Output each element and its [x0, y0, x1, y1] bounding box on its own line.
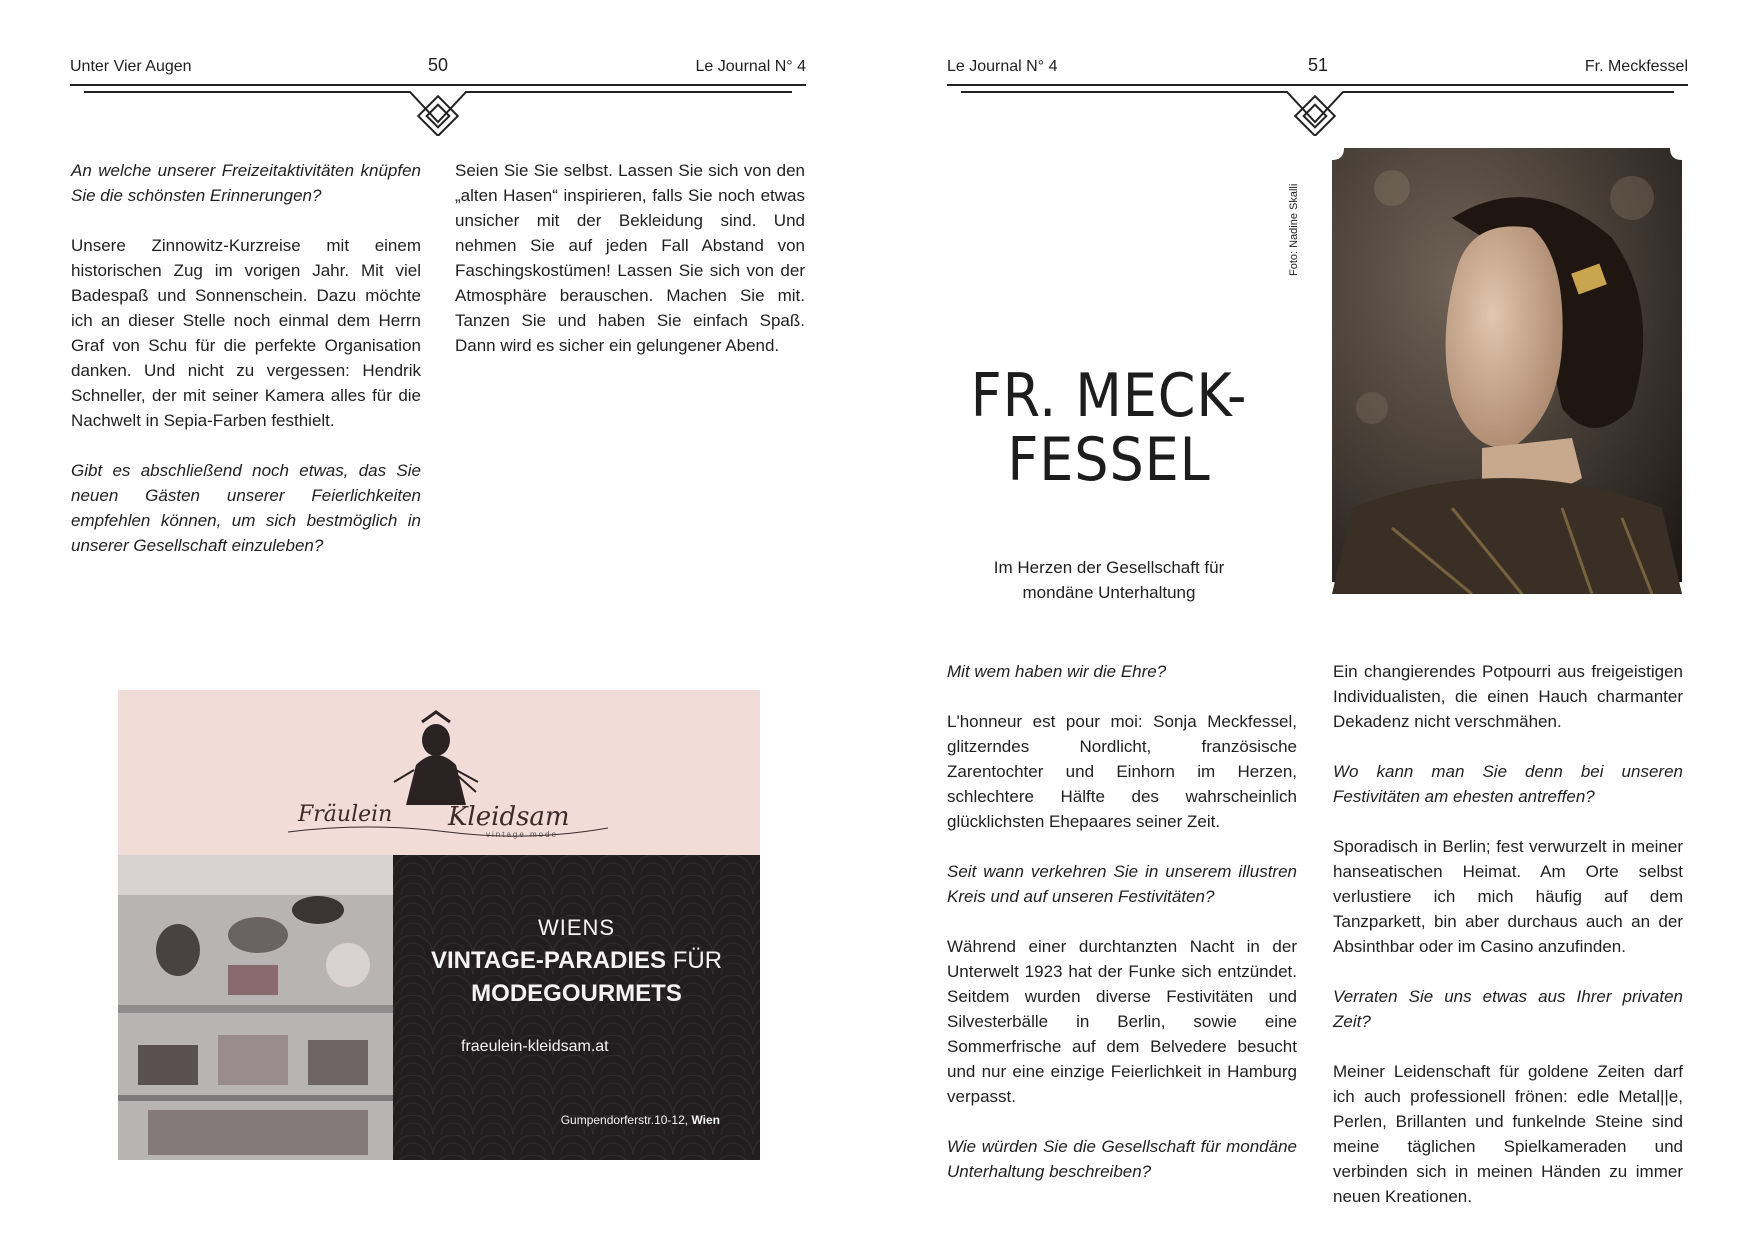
ad-address [561, 1113, 720, 1127]
page-number: 50 [428, 55, 449, 75]
question: An welche unserer Freizeitaktivitäten knüpfen Sie die schönsten Erinnerungen? [71, 161, 421, 205]
question: Mit wem haben wir die Ehre? [947, 662, 1167, 681]
question: Seit wann verkehren Sie in unserem illustren Kreis und auf unseren Festivitäten? [947, 862, 1297, 906]
shop-interior-photo [118, 855, 393, 1160]
subtitle-line-1: Im Herzen der Gesellschaft für [993, 558, 1225, 577]
interview-column-1 [71, 158, 421, 583]
ad-city: Wien [691, 1113, 720, 1127]
brand-name-left: Fräulein [298, 802, 393, 827]
question: Gibt es abschließend noch etwas, das Sie neuen Gästen unserer Feierlichkeiten empfehlen können, um sich bestmöglich in unserer Gesellschaft einzuleben? [71, 461, 421, 555]
right-page [874, 0, 1748, 1240]
ad-text-panel [393, 855, 760, 1160]
page-number: 51 [1308, 55, 1329, 75]
advertisement [118, 690, 760, 1160]
running-header-left: Le Journal N° 4 [947, 58, 1058, 75]
article-subtitle [954, 555, 1264, 605]
art-deco-rule [947, 82, 1688, 136]
article-title [970, 361, 1249, 495]
title-line-2: FESSEL [1007, 425, 1211, 495]
ad-street: Gumpendorferstr.10-12, [560, 1113, 692, 1127]
ad-headline-2-thin: FÜR [666, 947, 723, 974]
portrait-photo [1332, 148, 1682, 594]
running-header-right: Fr. Meckfessel [1584, 58, 1688, 75]
running-header-left: Unter Vier Augen [70, 58, 192, 75]
interview-column-2 [455, 158, 805, 383]
brand-name-right: Kleidsam [448, 802, 570, 832]
answer: L'honneur est pour moi: Sonja Meckfessel, glitzerndes Nordlicht, französische Zarentochter und Einhorn im Herzen, schlechtere Hälfte des wahrscheinlich glücklichsten Ehepaares seiner Zeit. [947, 712, 1297, 831]
subtitle-line-2: mondäne Unterhaltung [1022, 583, 1196, 602]
brand-illustration [386, 710, 486, 810]
ad-website: fraeulein-kleidsam.at [461, 1038, 609, 1055]
question: Wo kann man Sie denn bei unseren Festivitäten am ehesten antreffen? [1333, 762, 1683, 806]
ad-headline-2 [393, 947, 760, 975]
answer: Während einer durchtanzten Nacht in der Unterwelt 1923 hat der Funke sich entzündet. Seitdem wurden diverse Festivitäten und Silvesterbälle in Berlin, sowie eine Sommerfrische auf dem Belvedere besucht und nur eine einzige Feierlichkeit in Hamburg verpasst. [947, 937, 1297, 1106]
interview-column-2 [1333, 659, 1683, 1234]
interview-column-1 [947, 659, 1297, 1209]
answer: Unsere Zinnowitz-Kurzreise mit einem historischen Zug im vorigen Jahr. Mit viel Badespaß und Sonnenschein. Dazu möchte ich an dieser Stelle noch einmal dem Herrn Graf von Schu für die perfekte Organisation danken. Und nicht zu vergessen: Hendrik Schneller, der mit seiner Kamera alles für die Nachwelt in Sepia-Farben festhielt. [71, 236, 421, 430]
brand-tagline: vintage mode [486, 830, 559, 839]
art-deco-rule [70, 82, 806, 136]
answer: Seien Sie Sie selbst. Lassen Sie sich von den „alten Hasen“ inspirieren, falls Sie noch etwas unsicher mit der Bekleidung sind. Und nehmen Sie auf jeden Fall Abstand von Faschingskostümen! Lassen Sie sich von der Atmosphäre berauschen. Machen Sie mit. Tanzen Sie und haben Sie einfach Spaß. Dann wird es sicher ein gelungener Abend. [455, 161, 805, 355]
brand-flourish [288, 818, 608, 838]
answer: Ein changierendes Potpourri aus freigeistigen Individualisten, die einen Hauch charmanter Dekadenz nicht verschmähen. [1333, 662, 1683, 731]
ad-headline-1: WIENS [537, 915, 616, 940]
answer: Meiner Leidenschaft für goldene Zeiten darf ich auch professionell frönen: edle Metal||e, Perlen, Brillanten und funkelnde Steine sind meine täglichen Spielkameraden und verbinden sich in meinen Händen zu immer neuen Kreationen. [1333, 1062, 1683, 1206]
answer: Sporadisch in Berlin; fest verwurzelt in meiner hanseatischen Heimat. Am Orte selbst verlustiere ich mich häufig auf dem Tanzparkett, bin aber durchaus auch an der Absinthbar oder im Casino anzufinden. [1333, 837, 1683, 956]
question: Verraten Sie uns etwas aus Ihrer privaten Zeit? [1333, 987, 1683, 1031]
running-header-right: Le Journal N° 4 [695, 58, 806, 75]
question: Wie würden Sie die Gesellschaft für mondäne Unterhaltung beschreiben? [947, 1137, 1297, 1181]
ad-headline-3: MODEGOURMETS [471, 980, 682, 1007]
ad-brand-banner [118, 690, 760, 855]
photo-credit: Foto: Nadine Skalli [1288, 183, 1300, 276]
ad-headline-2-bold: VINTAGE-PARADIES [430, 947, 667, 974]
title-line-1: FR. MECK- [970, 361, 1248, 431]
